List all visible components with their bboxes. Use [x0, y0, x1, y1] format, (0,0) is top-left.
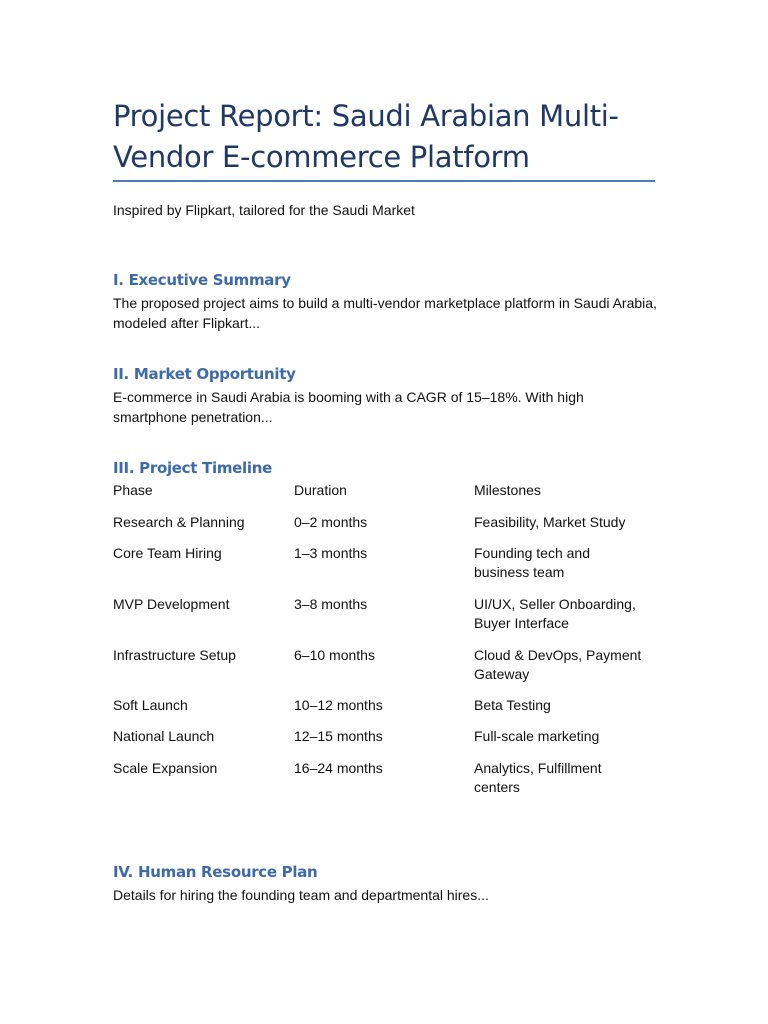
table-cell-milestones: Full-scale marketing: [474, 728, 600, 744]
section-heading-project-timeline: III. Project Timeline: [113, 459, 272, 477]
table-cell-duration: 0–2 months: [294, 514, 368, 530]
market-opportunity-text: E-commerce in Saudi Arabia is booming with a CAGR of 15–18%. With high smartphone penetration...: [113, 389, 584, 425]
table-cell-milestones: Feasibility, Market Study: [474, 514, 626, 530]
table-cell-duration: 6–10 months: [294, 647, 375, 663]
executive-summary-text: The proposed project aims to build a multi-vendor marketplace platform in Saudi Arabia, modeled after Flipkart...: [113, 295, 657, 331]
section-heading-executive-summary: I. Executive Summary: [113, 271, 291, 289]
table-header-milestones: Milestones: [474, 482, 541, 498]
section-heading-human-resource-plan: IV. Human Resource Plan: [113, 863, 318, 881]
table-cell-phase: Soft Launch: [113, 697, 188, 713]
table-cell-duration: 12–15 months: [294, 728, 383, 744]
table-cell-duration: 16–24 months: [294, 760, 383, 776]
table-cell-phase: Scale Expansion: [113, 760, 218, 776]
table-cell-duration: 1–3 months: [294, 545, 368, 561]
table-cell-phase: Core Team Hiring: [113, 545, 222, 561]
document-subtitle: Inspired by Flipkart, tailored for the Saudi Market: [113, 202, 415, 218]
table-cell-phase: Infrastructure Setup: [113, 647, 236, 663]
table-header-phase: Phase: [113, 482, 153, 498]
document-title: Project Report: Saudi Arabian Multi-Vendor E-commerce Platform: [113, 99, 619, 174]
table-cell-phase: Research & Planning: [113, 514, 245, 530]
section-heading-market-opportunity: II. Market Opportunity: [113, 365, 296, 383]
table-cell-milestones: Founding tech and business team: [474, 545, 590, 580]
table-cell-milestones: Analytics, Fulfillment centers: [474, 760, 602, 795]
table-cell-milestones: UI/UX, Seller Onboarding, Buyer Interface: [474, 596, 636, 631]
human-resource-plan-text: Details for hiring the founding team and departmental hires...: [113, 887, 489, 903]
table-cell-milestones: Beta Testing: [474, 697, 551, 713]
table-cell-duration: 10–12 months: [294, 697, 383, 713]
table-cell-phase: National Launch: [113, 728, 215, 744]
table-cell-duration: 3–8 months: [294, 596, 368, 612]
table-cell-milestones: Cloud & DevOps, Payment Gateway: [474, 647, 642, 682]
table-cell-phase: MVP Development: [113, 596, 230, 612]
table-header-duration: Duration: [294, 482, 347, 498]
